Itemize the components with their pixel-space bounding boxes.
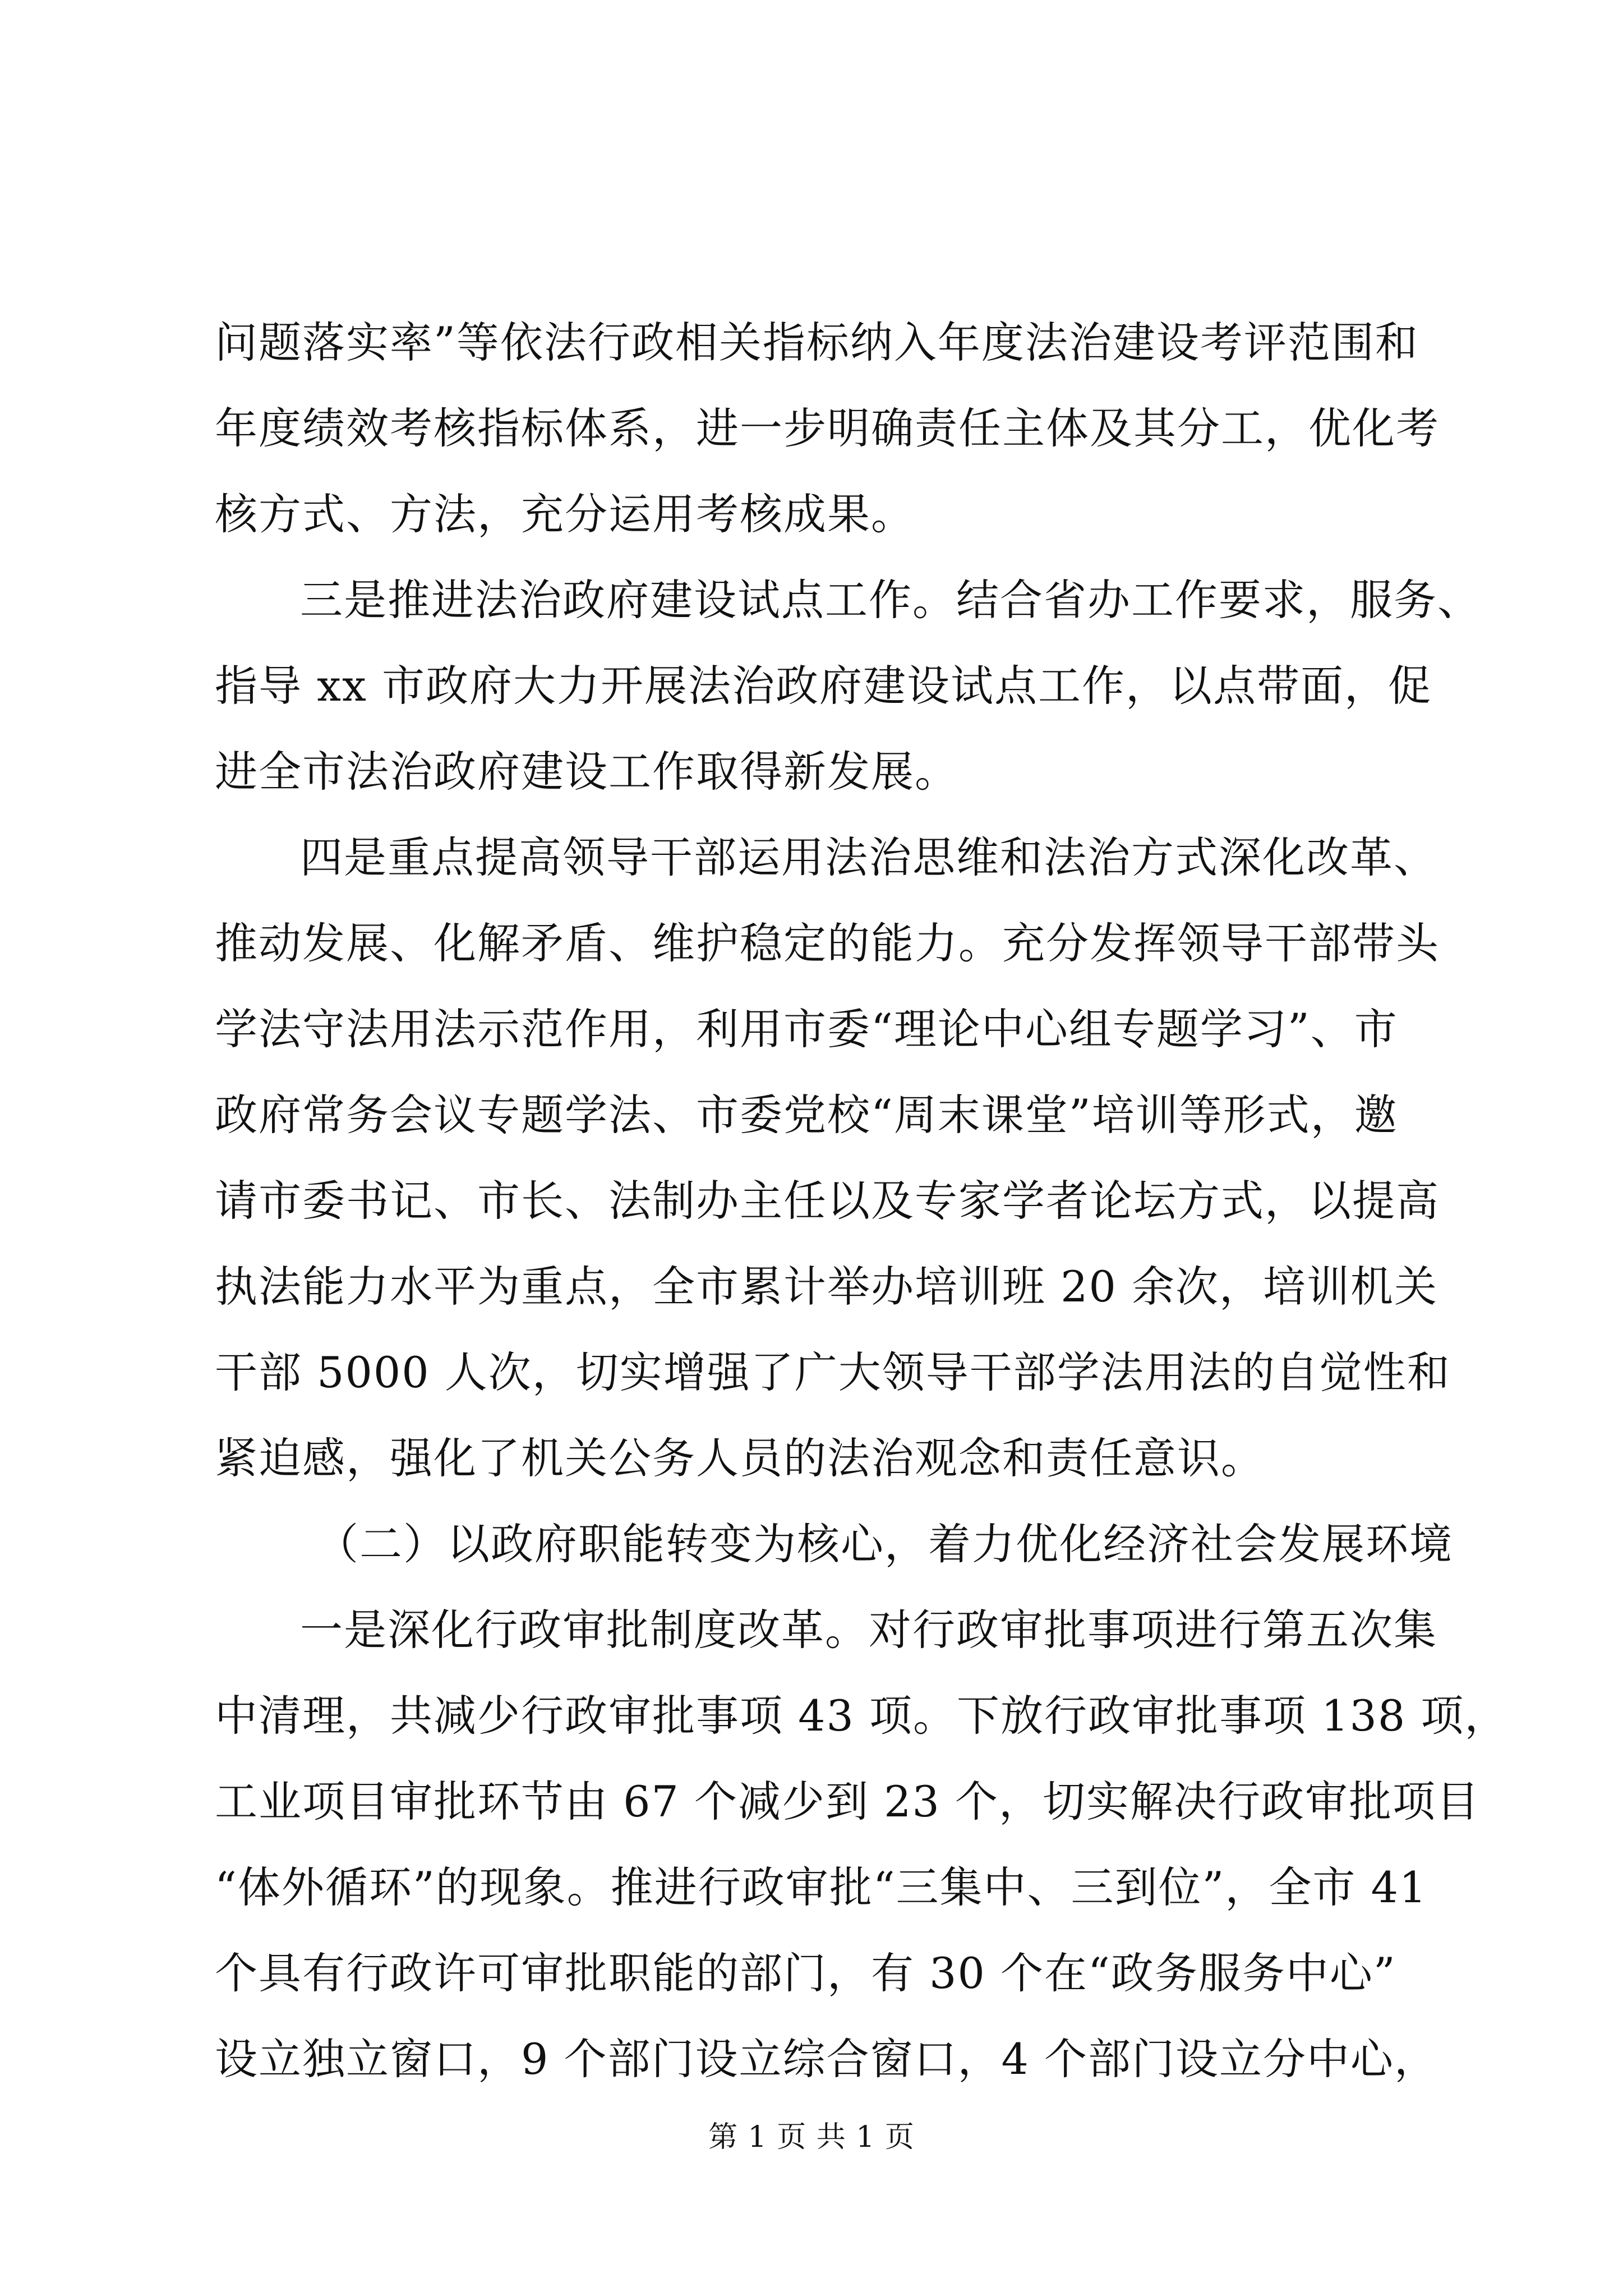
- text-line: 干部 5000 人次，切实增强了广大领导干部学法用法的自觉性和: [215, 1347, 1451, 1397]
- text-line: “体外循环”的现象。推进行政审批“三集中、三到位”，全市 41: [215, 1862, 1428, 1912]
- document-body: [215, 300, 1509, 2102]
- text-line: 设立独立窗口，9 个部门设立综合窗口，4 个部门设立分中心，: [215, 2034, 1438, 2084]
- text-line: 政府常务会议专题学法、市委党校“周末课堂”培训等形式，邀: [215, 1090, 1398, 1140]
- paragraph-start-line: 四是重点提高领导干部运用法治思维和法治方式深化改革、: [300, 832, 1437, 882]
- text-line: 学法守法用法示范作用，利用市委“理论中心组专题学习”、市: [215, 1004, 1398, 1054]
- text-line: 请市委书记、市长、法制办主任以及专家学者论坛方式，以提高: [215, 1176, 1440, 1226]
- text-line: 指导 xx 市政府大力开展法治政府建设试点工作，以点带面，促: [215, 661, 1432, 711]
- paragraph-start-line: 三是推进法治政府建设试点工作。结合省办工作要求，服务、: [300, 575, 1481, 625]
- text-line: 核方式、方法，充分运用考核成果。: [215, 489, 915, 539]
- text-line: 个具有行政许可审批职能的部门，有 30 个在“政务服务中心”: [215, 1948, 1396, 1998]
- paragraph-start-line: 一是深化行政审批制度改革。对行政审批事项进行第五次集: [300, 1605, 1437, 1655]
- section-heading: （二）以政府职能转变为核心，着力优化经济社会发展环境: [316, 1519, 1453, 1569]
- page-number-footer: 第 1 页 共 1 页: [708, 2120, 915, 2154]
- text-line: 年度绩效考核指标体系，进一步明确责任主体及其分工，优化考: [215, 403, 1440, 453]
- text-line: 问题落实率”等依法行政相关指标纳入年度法治建设考评范围和: [215, 318, 1419, 367]
- text-line: 工业项目审批环节由 67 个减少到 23 个，切实解决行政审批项目: [215, 1777, 1481, 1826]
- text-line: 进全市法治政府建设工作取得新发展。: [215, 747, 958, 797]
- text-line: 推动发展、化解矛盾、维护稳定的能力。充分发挥领导干部带头: [215, 918, 1440, 968]
- text-line: 执法能力水平为重点，全市累计举办培训班 20 余次，培训机关: [215, 1262, 1438, 1312]
- text-line: 紧迫感，强化了机关公务人员的法治观念和责任意识。: [215, 1433, 1265, 1483]
- text-line: 中清理，共减少行政审批事项 43 项。下放行政审批事项 138 项，: [215, 1691, 1509, 1741]
